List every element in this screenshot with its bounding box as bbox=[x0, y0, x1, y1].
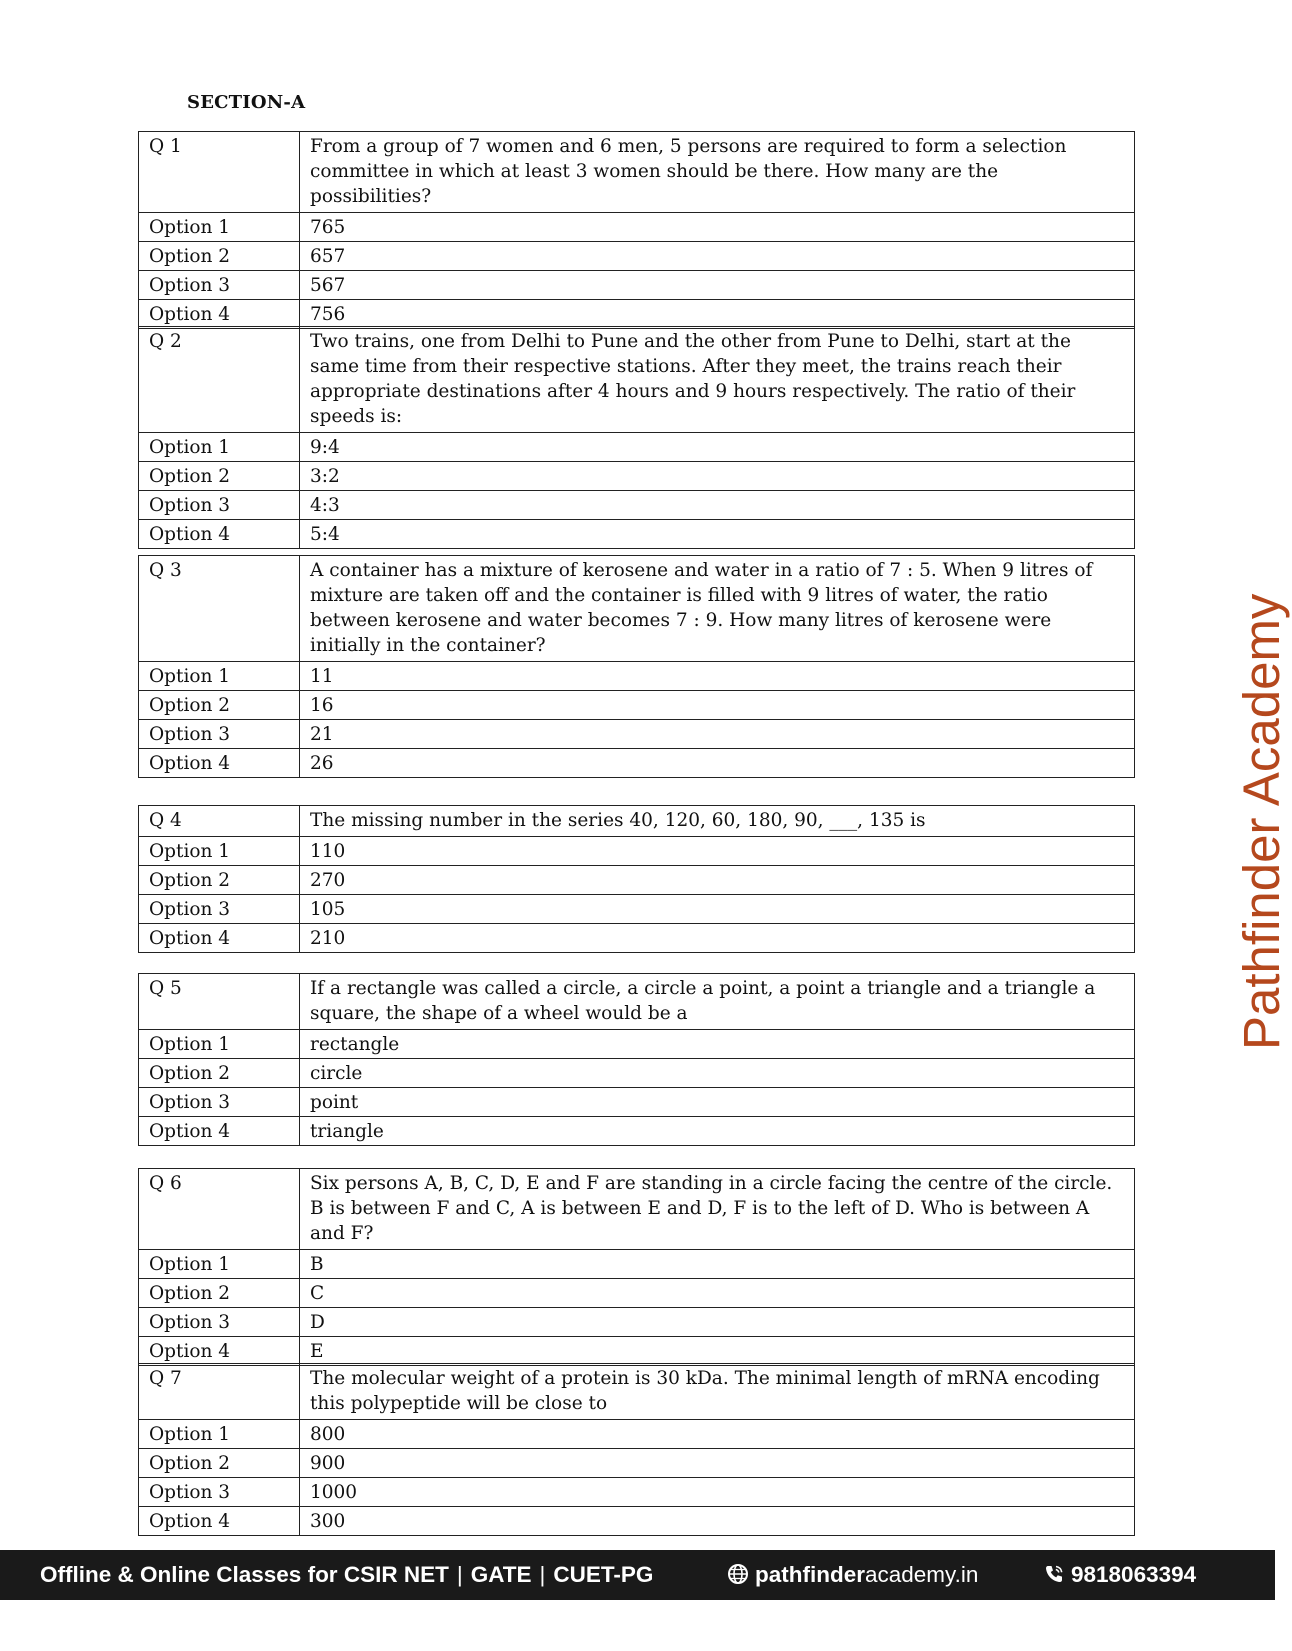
watermark bbox=[1232, 593, 1292, 1050]
question-text: The molecular weight of a protein is 30 kDa. The minimal length of mRNA encoding this polypeptide will be close to bbox=[300, 1364, 1135, 1420]
option-value: 105 bbox=[300, 895, 1135, 924]
option-value: triangle bbox=[300, 1117, 1135, 1146]
option-value: 765 bbox=[300, 213, 1135, 242]
question-table-1 bbox=[138, 131, 1135, 329]
question-label: Q 2 bbox=[139, 327, 300, 433]
question-label: Q 6 bbox=[139, 1169, 300, 1250]
option-value: 1000 bbox=[300, 1478, 1135, 1507]
question-label: Q 5 bbox=[139, 974, 300, 1030]
question-table-4 bbox=[138, 805, 1135, 953]
option-label: Option 4 bbox=[139, 520, 300, 549]
option-label: Option 1 bbox=[139, 837, 300, 866]
option-value: 900 bbox=[300, 1449, 1135, 1478]
option-label: Option 4 bbox=[139, 300, 300, 329]
footer-classes bbox=[40, 1562, 653, 1588]
question-text: From a group of 7 women and 6 men, 5 persons are required to form a selection committee in which at least 3 women should be there. How many are the possibilities? bbox=[300, 132, 1135, 213]
option-label: Option 1 bbox=[139, 433, 300, 462]
option-value: 270 bbox=[300, 866, 1135, 895]
option-value: 16 bbox=[300, 691, 1135, 720]
option-value: 9:4 bbox=[300, 433, 1135, 462]
option-value: 300 bbox=[300, 1507, 1135, 1536]
option-value: 26 bbox=[300, 749, 1135, 778]
option-value: 657 bbox=[300, 242, 1135, 271]
question-label: Q 7 bbox=[139, 1364, 300, 1420]
option-label: Option 4 bbox=[139, 1507, 300, 1536]
option-value: D bbox=[300, 1308, 1135, 1337]
question-label: Q 1 bbox=[139, 132, 300, 213]
option-label: Option 3 bbox=[139, 491, 300, 520]
option-value: point bbox=[300, 1088, 1135, 1117]
option-value: 800 bbox=[300, 1420, 1135, 1449]
watermark-text: Pathfinder Academy bbox=[1233, 593, 1290, 1050]
option-value: 5:4 bbox=[300, 520, 1135, 549]
option-label: Option 2 bbox=[139, 1279, 300, 1308]
question-table-7 bbox=[138, 1363, 1135, 1536]
footer-website[interactable] bbox=[727, 1562, 978, 1588]
globe-icon bbox=[727, 1563, 749, 1585]
exam-gate: GATE bbox=[470, 1562, 532, 1587]
phone-number: 9818063394 bbox=[1071, 1562, 1197, 1587]
section-title: SECTION-A bbox=[187, 92, 306, 113]
exam-cuet: CUET-PG bbox=[553, 1562, 654, 1587]
option-label: Option 2 bbox=[139, 691, 300, 720]
option-value: 756 bbox=[300, 300, 1135, 329]
option-value: 21 bbox=[300, 720, 1135, 749]
option-value: 110 bbox=[300, 837, 1135, 866]
question-table-3 bbox=[138, 555, 1135, 778]
option-label: Option 3 bbox=[139, 1478, 300, 1507]
option-label: Option 3 bbox=[139, 895, 300, 924]
footer-phone[interactable] bbox=[1043, 1562, 1196, 1588]
question-label: Q 3 bbox=[139, 556, 300, 662]
option-label: Option 3 bbox=[139, 720, 300, 749]
phone-icon bbox=[1043, 1563, 1065, 1585]
option-label: Option 1 bbox=[139, 1030, 300, 1059]
question-text: A container has a mixture of kerosene and water in a ratio of 7 : 5. When 9 litres of mixture are taken off and the container is filled with 9 litres of water, the ratio between kerosene and water becomes 7 : 9. How many litres of kerosene were initially in the container? bbox=[300, 556, 1135, 662]
separator: | bbox=[539, 1562, 546, 1587]
question-table-6 bbox=[138, 1168, 1135, 1366]
option-value: circle bbox=[300, 1059, 1135, 1088]
website-rest: academy.in bbox=[865, 1562, 979, 1587]
option-value: 11 bbox=[300, 662, 1135, 691]
question-text: If a rectangle was called a circle, a circle a point, a point a triangle and a triangle a square, the shape of a wheel would be a bbox=[300, 974, 1135, 1030]
option-value: 210 bbox=[300, 924, 1135, 953]
option-label: Option 1 bbox=[139, 1250, 300, 1279]
classes-text: Offline & Online Classes for CSIR NET bbox=[40, 1562, 449, 1587]
option-label: Option 3 bbox=[139, 1308, 300, 1337]
option-value: rectangle bbox=[300, 1030, 1135, 1059]
question-text: The missing number in the series 40, 120, 60, 180, 90, ___, 135 is bbox=[300, 806, 1135, 837]
option-label: Option 4 bbox=[139, 749, 300, 778]
option-label: Option 1 bbox=[139, 213, 300, 242]
option-label: Option 3 bbox=[139, 271, 300, 300]
option-label: Option 3 bbox=[139, 1088, 300, 1117]
footer-banner bbox=[0, 1550, 1275, 1600]
option-label: Option 2 bbox=[139, 1449, 300, 1478]
option-value: 4:3 bbox=[300, 491, 1135, 520]
option-label: Option 4 bbox=[139, 1337, 300, 1366]
website-bold: pathfinder bbox=[755, 1562, 865, 1587]
option-label: Option 4 bbox=[139, 1117, 300, 1146]
option-label: Option 1 bbox=[139, 1420, 300, 1449]
question-label: Q 4 bbox=[139, 806, 300, 837]
option-label: Option 2 bbox=[139, 866, 300, 895]
question-table-5 bbox=[138, 973, 1135, 1146]
question-table-2 bbox=[138, 326, 1135, 549]
question-text: Six persons A, B, C, D, E and F are standing in a circle facing the centre of the circle. B is between F and C, A is between E and D, F is to the left of D. Who is between A and F? bbox=[300, 1169, 1135, 1250]
option-value: E bbox=[300, 1337, 1135, 1366]
question-text: Two trains, one from Delhi to Pune and the other from Pune to Delhi, start at the same time from their respective stations. After they meet, the trains reach their appropriate destinations after 4 hours and 9 hours respectively. The ratio of their speeds is: bbox=[300, 327, 1135, 433]
option-value: B bbox=[300, 1250, 1135, 1279]
option-label: Option 2 bbox=[139, 242, 300, 271]
option-label: Option 2 bbox=[139, 1059, 300, 1088]
option-label: Option 4 bbox=[139, 924, 300, 953]
option-value: 567 bbox=[300, 271, 1135, 300]
option-label: Option 2 bbox=[139, 462, 300, 491]
option-value: C bbox=[300, 1279, 1135, 1308]
separator: | bbox=[456, 1562, 463, 1587]
option-label: Option 1 bbox=[139, 662, 300, 691]
option-value: 3:2 bbox=[300, 462, 1135, 491]
